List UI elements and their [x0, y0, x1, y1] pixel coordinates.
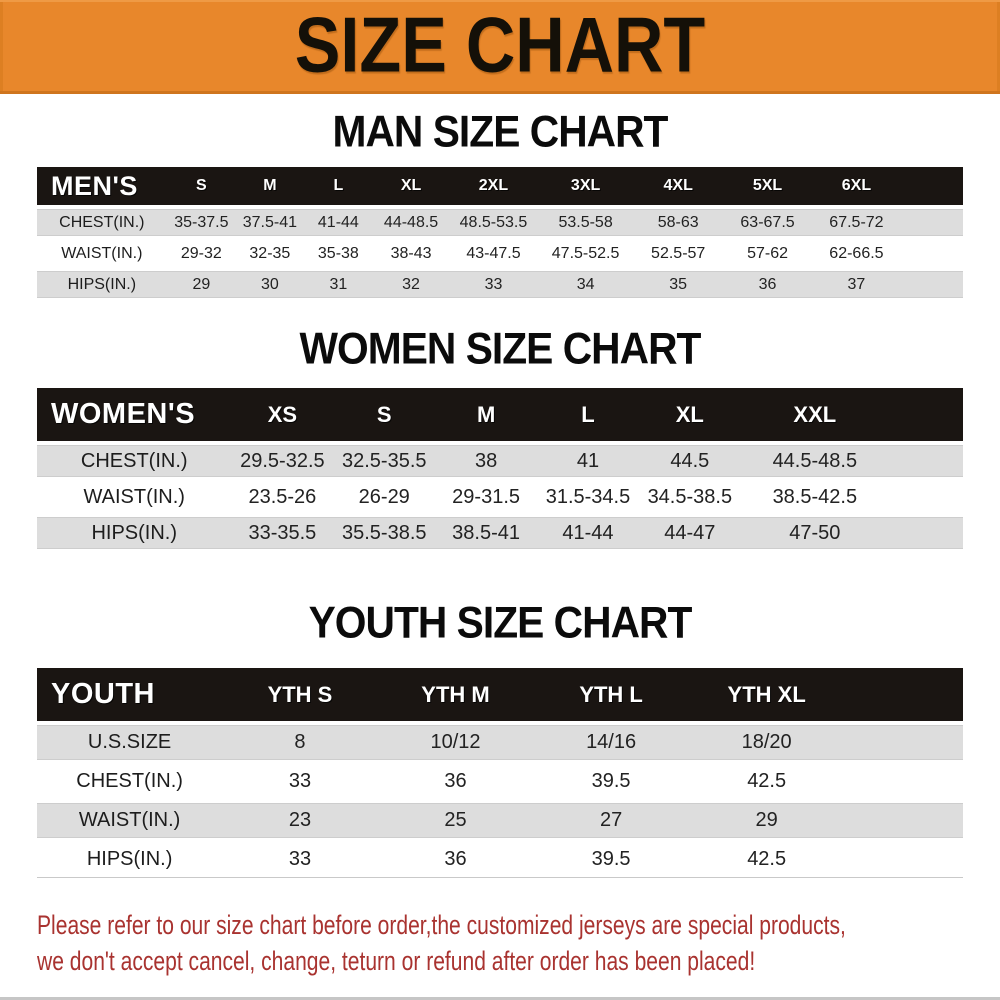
size-value: 34.5-38.5: [639, 481, 741, 513]
men-table-row: [37, 209, 963, 236]
men-column-header: M: [236, 167, 304, 205]
size-value: 32: [373, 271, 449, 298]
men-column-header: L: [304, 167, 373, 205]
youth-section-title: YOUTH SIZE CHART: [308, 597, 692, 648]
youth-table-row: [37, 725, 963, 760]
men-size-table: [37, 163, 963, 302]
size-value: 44-48.5: [373, 209, 449, 236]
youth-table-label: YOUTH: [37, 668, 222, 721]
spacer-cell: [844, 764, 963, 799]
size-value: 36: [723, 271, 812, 298]
size-value: 31: [304, 271, 373, 298]
women-table-row: [37, 517, 963, 549]
size-value: 52.5-57: [633, 240, 723, 267]
size-value: 41-44: [537, 517, 639, 549]
youth-column-header: YTH XL: [689, 668, 845, 721]
size-value: 31.5-34.5: [537, 481, 639, 513]
banner: [0, 0, 1000, 94]
youth-table-row: [37, 842, 963, 878]
women-column-header: XXL: [741, 388, 889, 441]
men-column-header: 4XL: [633, 167, 723, 205]
youth-column-header: YTH L: [533, 668, 689, 721]
size-value: 33-35.5: [231, 517, 333, 549]
spacer-cell: [844, 803, 963, 838]
size-value: 39.5: [533, 842, 689, 878]
row-label: WAIST(IN.): [37, 240, 167, 267]
men-column-header: 3XL: [538, 167, 633, 205]
row-label: CHEST(IN.): [37, 209, 167, 236]
size-value: 38.5-41: [435, 517, 537, 549]
size-value: 38: [435, 445, 537, 477]
size-value: 42.5: [689, 842, 845, 878]
row-label: HIPS(IN.): [37, 842, 222, 878]
size-value: 37.5-41: [236, 209, 304, 236]
spacer-cell: [901, 167, 963, 205]
size-value: 62-66.5: [812, 240, 901, 267]
size-value: 23: [222, 803, 378, 838]
men-section-title: MAN SIZE CHART: [332, 106, 668, 157]
men-column-header: XL: [373, 167, 449, 205]
row-label: HIPS(IN.): [37, 271, 167, 298]
size-value: 57-62: [723, 240, 812, 267]
youth-table-row: [37, 764, 963, 799]
size-value: 27: [533, 803, 689, 838]
size-value: 32.5-35.5: [333, 445, 435, 477]
row-label: CHEST(IN.): [37, 764, 222, 799]
size-value: 26-29: [333, 481, 435, 513]
size-value: 32-35: [236, 240, 304, 267]
size-value: 33: [222, 764, 378, 799]
size-value: 44.5: [639, 445, 741, 477]
size-value: 67.5-72: [812, 209, 901, 236]
women-column-header: XL: [639, 388, 741, 441]
size-value: 53.5-58: [538, 209, 633, 236]
youth-size-table-wrap: [0, 664, 1000, 882]
size-value: 35-38: [304, 240, 373, 267]
row-label: U.S.SIZE: [37, 725, 222, 760]
youth-table-row: [37, 803, 963, 838]
size-value: 25: [378, 803, 534, 838]
spacer-cell: [889, 445, 963, 477]
size-value: 42.5: [689, 764, 845, 799]
youth-size-table: [37, 664, 963, 882]
spacer-cell: [901, 271, 963, 298]
women-size-table: [37, 384, 963, 553]
order-notice: [0, 907, 1000, 979]
size-value: 36: [378, 764, 534, 799]
size-value: 41-44: [304, 209, 373, 236]
spacer-cell: [844, 842, 963, 878]
youth-column-header: YTH S: [222, 668, 378, 721]
size-value: 41: [537, 445, 639, 477]
row-label: CHEST(IN.): [37, 445, 231, 477]
women-table-label: WOMEN'S: [37, 388, 231, 441]
spacer-cell: [901, 240, 963, 267]
size-value: 39.5: [533, 764, 689, 799]
men-table-label: MEN'S: [37, 167, 167, 205]
size-value: 47-50: [741, 517, 889, 549]
youth-header-row: [37, 668, 963, 721]
size-value: 33: [449, 271, 538, 298]
spacer-cell: [889, 517, 963, 549]
size-value: 48.5-53.5: [449, 209, 538, 236]
size-value: 35.5-38.5: [333, 517, 435, 549]
size-value: 8: [222, 725, 378, 760]
women-section-title: WOMEN SIZE CHART: [299, 323, 701, 374]
size-value: 29-32: [167, 240, 236, 267]
banner-title: SIZE CHART: [294, 2, 706, 89]
row-label: WAIST(IN.): [37, 803, 222, 838]
spacer-cell: [889, 388, 963, 441]
size-value: 23.5-26: [231, 481, 333, 513]
men-column-header: 2XL: [449, 167, 538, 205]
size-value: 29.5-32.5: [231, 445, 333, 477]
women-column-header: L: [537, 388, 639, 441]
size-value: 10/12: [378, 725, 534, 760]
women-header-row: [37, 388, 963, 441]
size-value: 35-37.5: [167, 209, 236, 236]
spacer-cell: [844, 668, 963, 721]
size-value: 34: [538, 271, 633, 298]
spacer-cell: [889, 481, 963, 513]
women-table-row: [37, 445, 963, 477]
size-value: 38-43: [373, 240, 449, 267]
youth-size-chart-section: [0, 597, 1000, 882]
women-column-header: XS: [231, 388, 333, 441]
size-value: 29: [689, 803, 845, 838]
size-value: 43-47.5: [449, 240, 538, 267]
notice-line-2: we don't accept cancel, change, teturn or refund after order has been placed!: [37, 946, 756, 976]
size-value: 36: [378, 842, 534, 878]
men-size-table-wrap: [0, 163, 1000, 302]
spacer-cell: [844, 725, 963, 760]
size-value: 47.5-52.5: [538, 240, 633, 267]
men-column-header: S: [167, 167, 236, 205]
row-label: HIPS(IN.): [37, 517, 231, 549]
women-column-header: M: [435, 388, 537, 441]
men-size-chart-section: [0, 106, 1000, 302]
men-table-row: [37, 240, 963, 267]
women-size-table-wrap: [0, 384, 1000, 553]
notice-line-1: Please refer to our size chart before order,the customized jerseys are special products,: [37, 910, 846, 940]
row-label: WAIST(IN.): [37, 481, 231, 513]
size-value: 33: [222, 842, 378, 878]
size-value: 18/20: [689, 725, 845, 760]
size-value: 44-47: [639, 517, 741, 549]
size-value: 38.5-42.5: [741, 481, 889, 513]
size-value: 37: [812, 271, 901, 298]
size-value: 35: [633, 271, 723, 298]
men-table-row: [37, 271, 963, 298]
women-column-header: S: [333, 388, 435, 441]
women-size-chart-section: [0, 323, 1000, 553]
spacer-cell: [901, 209, 963, 236]
size-value: 14/16: [533, 725, 689, 760]
size-value: 58-63: [633, 209, 723, 236]
size-value: 29: [167, 271, 236, 298]
size-value: 63-67.5: [723, 209, 812, 236]
men-column-header: 6XL: [812, 167, 901, 205]
men-column-header: 5XL: [723, 167, 812, 205]
size-value: 30: [236, 271, 304, 298]
size-value: 29-31.5: [435, 481, 537, 513]
size-value: 44.5-48.5: [741, 445, 889, 477]
women-table-row: [37, 481, 963, 513]
men-header-row: [37, 167, 963, 205]
youth-column-header: YTH M: [378, 668, 534, 721]
